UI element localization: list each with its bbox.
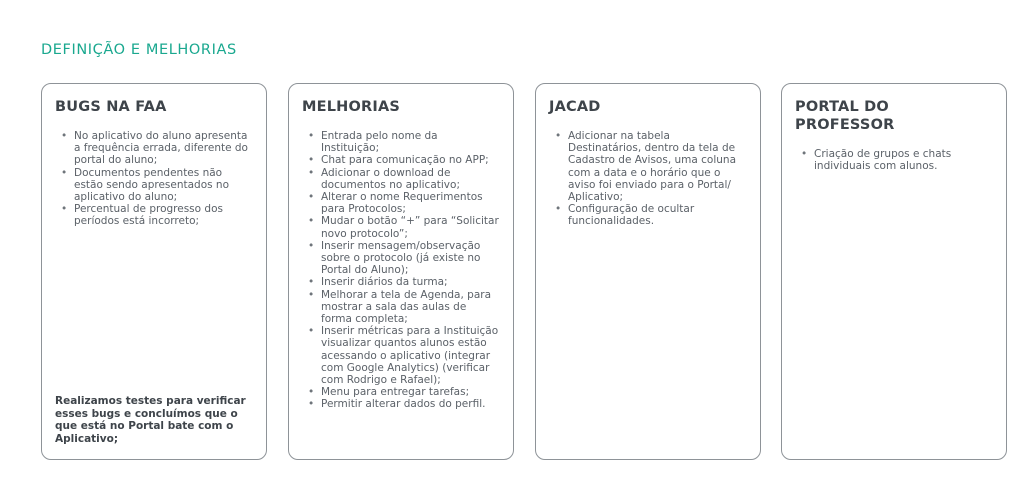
card-bugs-faa [41,83,267,460]
card-jacad [535,83,761,460]
card-title: PORTAL DO PROFESSOR [795,99,895,133]
improvement-list [302,130,499,411]
list-item: • Permitir alterar dados do perfil. [302,398,499,410]
jacad-list [549,130,746,228]
list-item: • Configuração de ocultar funcionalidades. [549,203,746,227]
list-item: • Menu para entregar tarefas; [302,386,499,398]
list-item: • Inserir métricas para a Instituição visualizar quantos alunos estão acessando o aplicativo (integrar com Google Analytics) (verificar com Rodrigo e Rafael); [302,325,499,386]
list-item: • Inserir diários da turma; [302,276,499,288]
list-item: • Adicionar o download de documentos no aplicativo; [302,167,499,191]
card-melhorias [288,83,514,460]
card-title: BUGS NA FAA [55,99,167,115]
card-title: MELHORIAS [302,99,401,115]
bug-list [55,130,252,228]
list-item: • Melhorar a tela de Agenda, para mostrar a sala das aulas de forma completa; [302,289,499,326]
section-title: DEFINIÇÃO E MELHORIAS [41,42,237,58]
list-item: • Entrada pelo nome da Instituição; [302,130,499,154]
list-item: • Percentual de progresso dos períodos está incorreto; [55,203,252,227]
card-note: Realizamos testes para verificar esses bugs e concluímos que o que está no Portal bate com o Aplicativo; [55,395,246,445]
list-item: • Inserir mensagem/observação sobre o protocolo (já existe no Portal do Aluno); [302,240,499,277]
list-item: • Mudar o botão “+” para “Solicitar novo protocolo”; [302,215,499,239]
portal-list [795,148,992,172]
list-item: • Alterar o nome Requerimentos para Protocolos; [302,191,499,215]
list-item: • Criação de grupos e chats individuais com alunos. [795,148,992,172]
card-portal-professor [781,83,1007,460]
list-item: • Adicionar na tabela Destinatários, dentro da tela de Cadastro de Avisos, uma coluna com a data e o horário que o aviso foi enviado para o Portal/ Aplicativo; [549,130,746,203]
list-item: • Documentos pendentes não estão sendo apresentados no aplicativo do aluno; [55,167,252,204]
list-item: • Chat para comunicação no APP; [302,154,499,166]
card-title: JACAD [549,99,601,115]
list-item: • No aplicativo do aluno apresenta a frequência errada, diferente do portal do aluno; [55,130,252,167]
